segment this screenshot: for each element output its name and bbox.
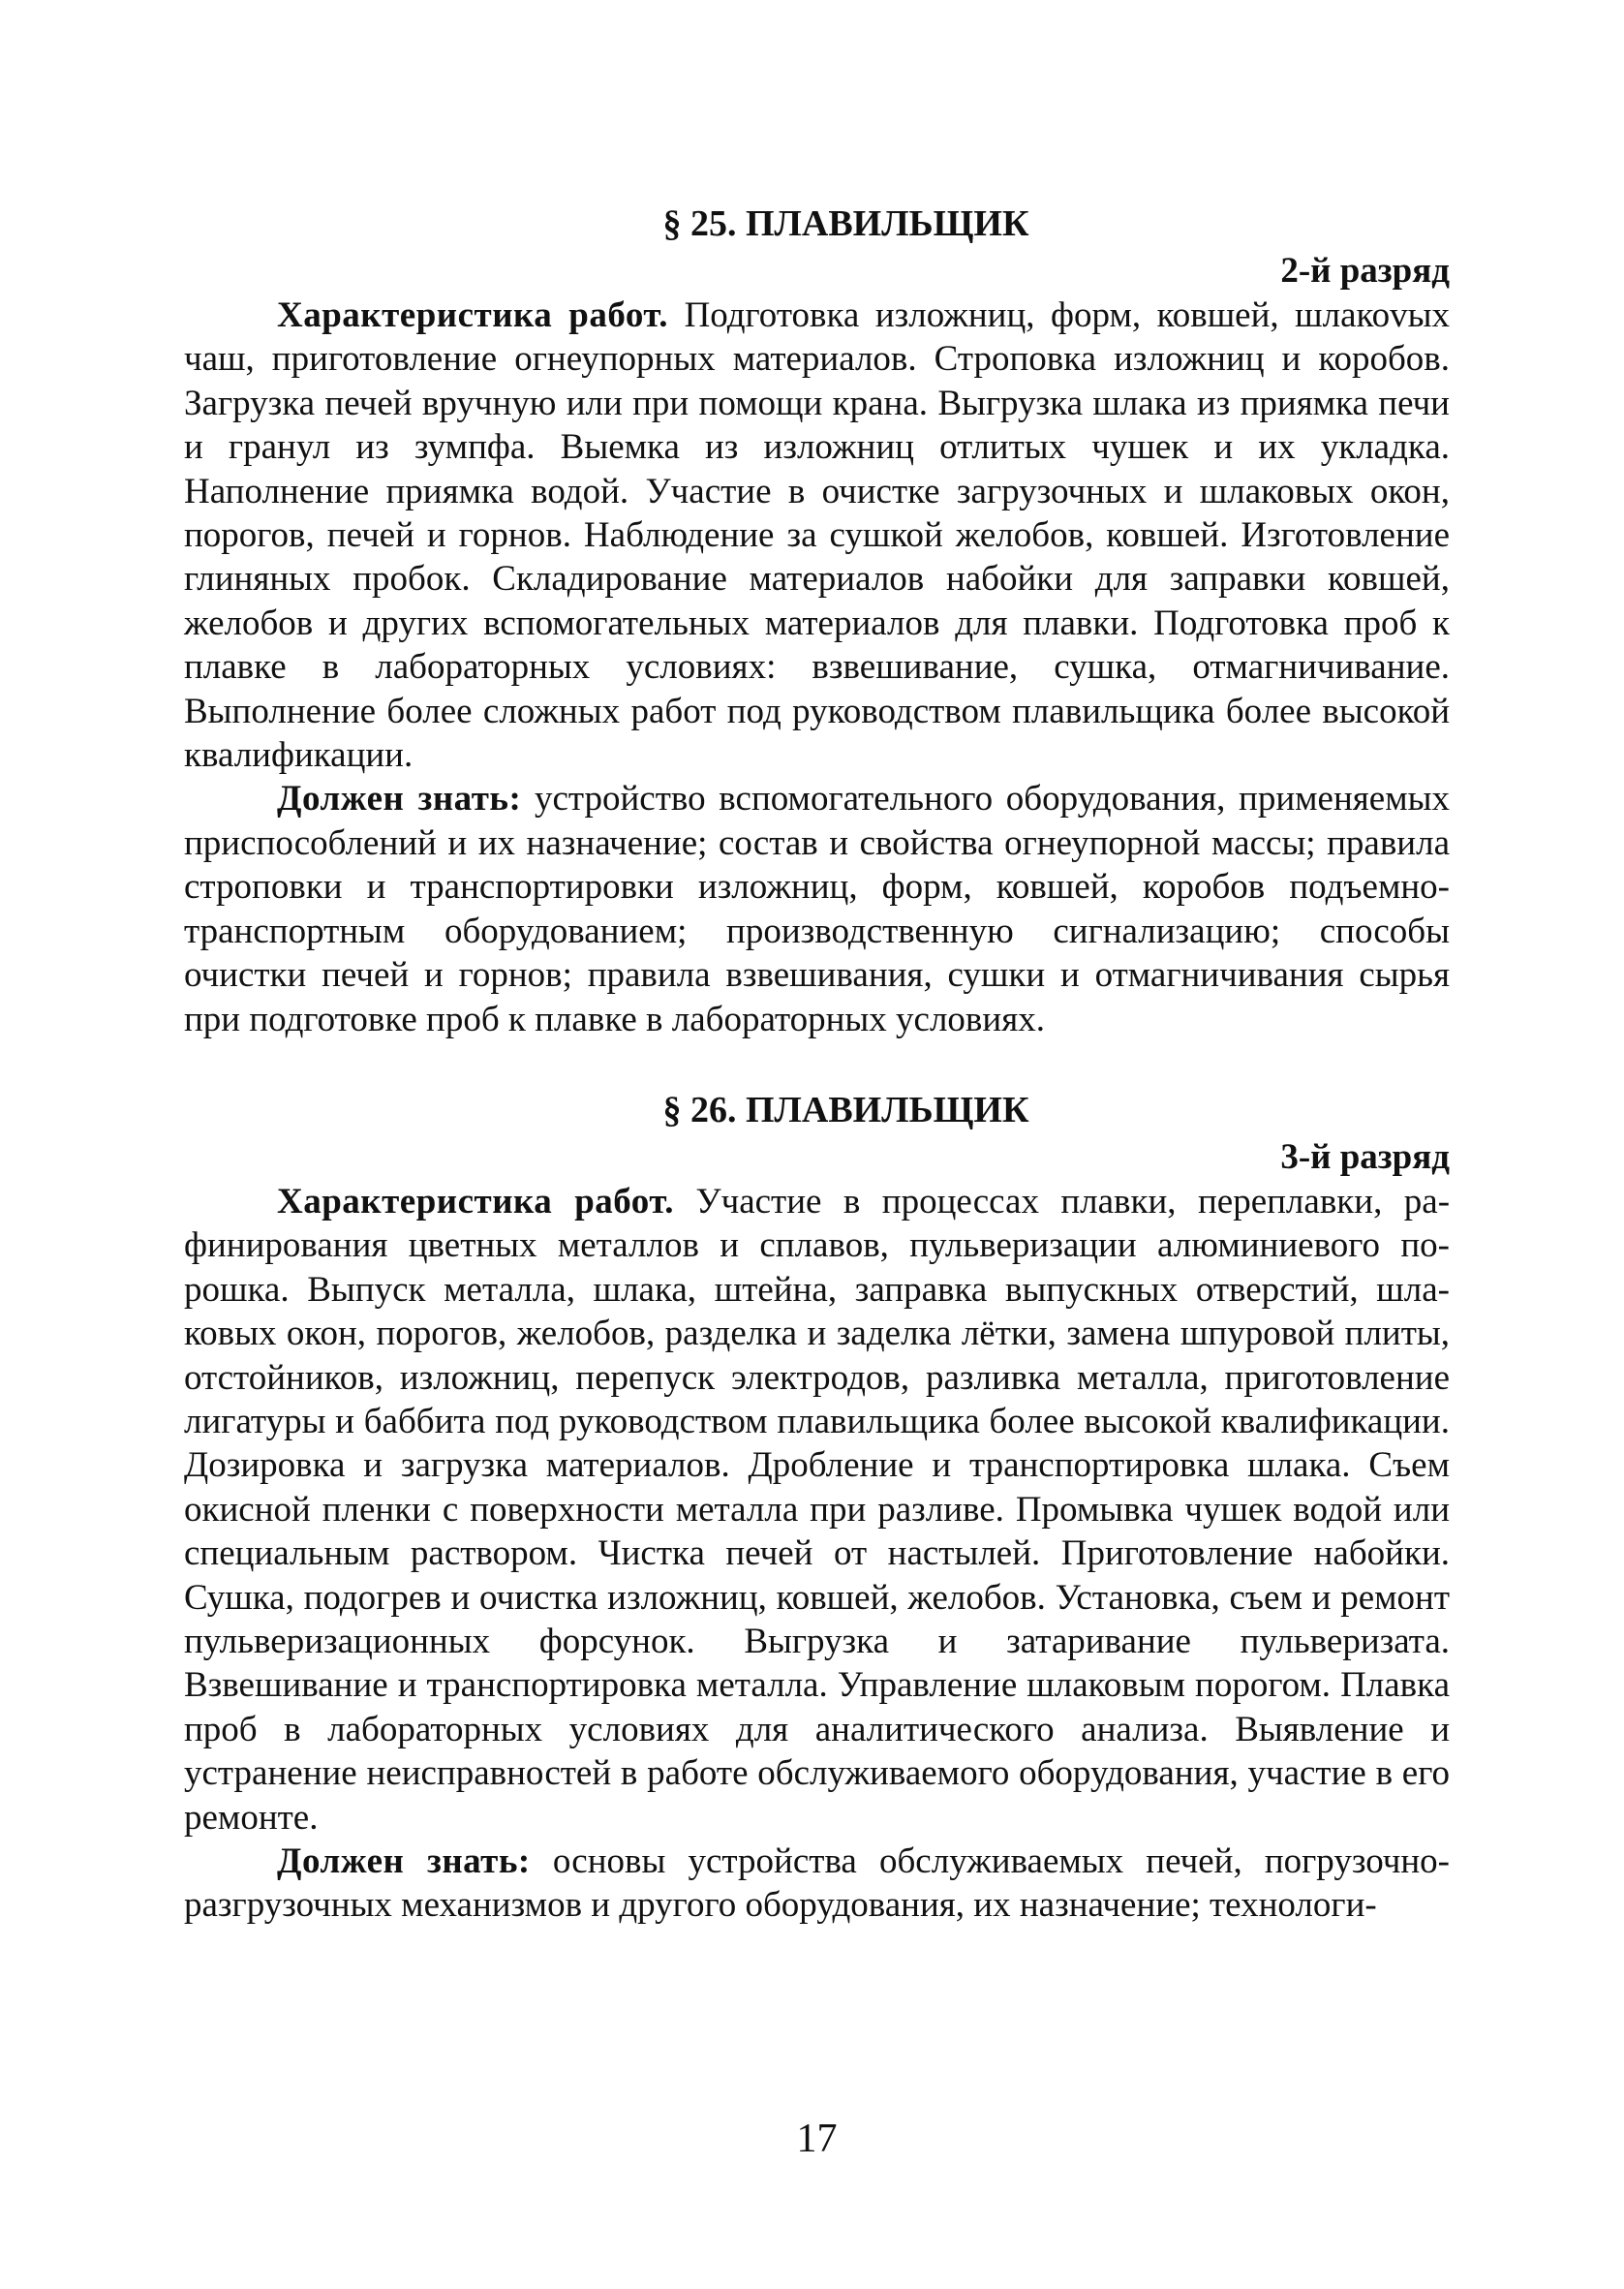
- required-knowledge-text: основы устройства обслуживаемых печей, погрузочно-разгрузочных механизмов и другого оборудования, их назначение; технологи-: [184, 1841, 1450, 1926]
- work-characteristics-paragraph: [184, 1180, 1450, 1840]
- required-knowledge-heading: Должен знать:: [277, 779, 522, 820]
- text-column: [184, 199, 1450, 1928]
- required-knowledge-text: устройство вспомогательного оборудования, применяемых приспособлений и их назначение; состав и свойства огнеупорной массы; правила строповки и транспортировки изложниц, форм, ковшей, коробов подъемно-транспортным оборудованием; производственную сигнализацию; способы очистки печей и горнов; правила взвешивания, сушки и отмагничивания сырья при подготовке проб к плавке в лабораторных условиях.: [184, 779, 1450, 1039]
- grade-label: 3-й разряд: [1280, 1136, 1450, 1177]
- grade-label: 2-й разряд: [1280, 251, 1450, 291]
- required-knowledge-paragraph: [184, 1840, 1450, 1928]
- work-characteristics-paragraph: [184, 294, 1450, 777]
- work-characteristics-text: Участие в процессах плавки, переплавки, рафинирования цветных металлов и сплавов, пульверизации алюминиевого порошка. Выпуск металла, шлака, штейна, заправка выпускных отверстий, шлаковых окон, порогов, желобов, разделка и заделка лётки, замена шпуровой плиты, отстойников, изложниц, перепуск электродов, разливка металла, приготовление лигатуры и баббита под руководством плавильщика более высокой квалификации. Дозировка и загрузка материалов. Дробление и транспортировка шлака. Съем окисной пленки с поверхности металла при разливе. Промывка чушек водой или специальным раствором. Чистка печей от настылей. Приготовление набойки. Сушка, подогрев и очистка изложниц, ковшей, желобов. Установка, съем и ремонт пульверизационных форсунок. Выгрузка и затаривание пульверизата. Взвешивание и транспортировка металла. Управление шлаковым порогом. Плавка проб в лабораторных условиях для аналитического анализа. Выявление и устранение неисправностей в работе обслуживаемого оборудования, участие в его ремонте.: [184, 1181, 1451, 1838]
- section-title: § 25. ПЛАВИЛЬЩИК: [662, 203, 1029, 244]
- required-knowledge-heading: Должен знать:: [277, 1841, 531, 1881]
- work-characteristics-heading: Характеристика работ.: [277, 1181, 674, 1222]
- section-26: [184, 1085, 1450, 1928]
- section-title: § 26. ПЛАВИЛЬЩИК: [662, 1089, 1029, 1130]
- work-characteristics-text: Подготовка изложниц, форм, ковшей, шлакоvых чаш, приготовление огнеупорных материалов. Строповка изложниц и коробов. Загрузка печей вручную или при помощи крана. Выгрузка шлака из приямка печи и гранул из зумпфа. Выемка из изложниц отлитых чушек и их укладка. Наполнение приямка водой. Участие в очистке загрузочных и шлаковых окон, порогов, печей и горнов. Наблюдение за сушкой желобов, ковшей. Изготовление глиняных пробок. Складирование материалов набойки для заправки ковшей, желобов и других вспомогательных материалов для плавки. Подготовка проб к плавке в лабораторных условиях: взвешивание, сушка, отмагничивание. Выполнение более сложных работ под руководством плавильщика более высокой квалификации.: [184, 295, 1451, 776]
- required-knowledge-paragraph: [184, 777, 1450, 1040]
- section-25: [184, 199, 1450, 1041]
- section-spacer: [184, 1041, 1450, 1085]
- page-number: 17: [796, 2117, 838, 2161]
- work-characteristics-heading: Характеристика работ.: [277, 295, 669, 335]
